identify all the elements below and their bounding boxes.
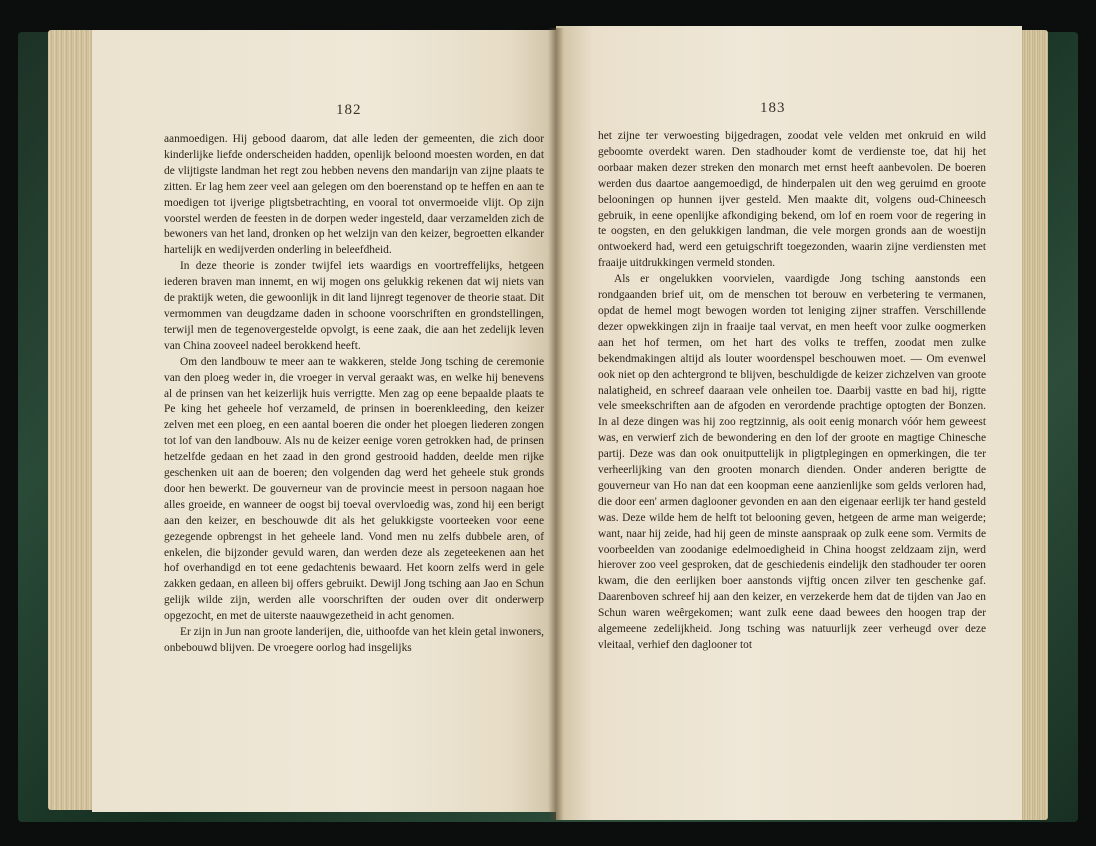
page-edges-right <box>1018 30 1048 820</box>
right-paragraph-2: Als er ongelukken voorvielen, vaardigde Jong tsching aanstonds een rondgaanden brief uit, om de menschen tot berouw en verbetering te vermanen, opdat de hemel mogt bewogen worden tot leniging zijner straffen. Verschillende dezer opwekkingen zijn in fraaije taal vervat, en men heeft voor zulke oogmerken aan het hof termen, om het hart des volks te treffen, zoodat men zulke bekendmakingen altijd als louter woordenspel beschouwen moet. — Om evenwel ook niet op den achtergrond te blijven, beschuldigde de keizer zichzelven van groote nalatigheid, en schreef daaraan vele onheilen toe. Daarbij vastte en bad hij, rigtte vele smeekschriften aan de afgoden en verordende prachtige optogten der Bonzen. In al deze dingen was hij zoo regtzinnig, als ooit eenig monarch vóór hem geweest was, en verwierf zich de bewondering en den lof der groote en magtige Chinesche partij. Deze was dan ook onuitputtelijk in pligtplegingen en opmerkingen, die ter verheerlijking van den grooten monarch dienden. Onder anderen berigtte de gouverneur van Ho nan dat een koopman eene aanzienlijke som gelds verloren had, die door een' armen daglooner gevonden en aan den eigenaar eerlijk ter hand gesteld was. Deze wilde hem de helft tot belooning geven, hetgeen de arme man weigerde; want, naar hij zeide, had hij geen de minste aanspraak op zulk eene som. Vermits de voorbeelden van zoodanige edelmoedigheid in China hoogst zeldzaam zijn, werd hierover zoo veel gesproken, dat de geschiedenis eindelijk den stadhouder ter ooren kwam, die den eerlijken boer aanstonds vijftig oncen zilver ten geschenke gaf. Daarenboven schreef hij aan den keizer, en verzekerde hem dat de tijden van Jao en Schun waren weêrgekomen; want zulk eene daad bewees den hoogen trap der algemeene zedelijkheid. Jong tsching was natuurlijk zeer verheugd over deze vleitaal, verhief den daglooner tot <box>598 273 986 651</box>
left-paragraph-1: aanmoedigen. Hij gebood daarom, dat alle leden der gemeenten, die zich door kinderlijke liefde onderscheiden hadden, openlijk beloond moesten worden, en dat de vlijtigste landman het regt zou hebben nevens den mandarijn van zijne plaats te zitten. Er lag hem zeer veel aan gelegen om den boerenstand op te heffen en aan te moedigen tot ijverige pligtsbetrachting, en vooral tot onvermoeide vlijt. Op zijn voorstel werden de feesten in de dorpen weder ingesteld, daar verzamelden zich de bewoners van het land, dronken op het welzijn van den keizer, begroetten elkander hartelijk en wedijverden onderling in beleefdheid. <box>164 133 544 257</box>
left-page-number: 182 <box>336 102 362 118</box>
book-gutter <box>548 28 564 820</box>
right-page-number: 183 <box>760 100 786 116</box>
page-edges-left <box>48 30 96 810</box>
right-page-body <box>598 129 986 654</box>
left-page-body <box>164 132 544 657</box>
left-paragraph-2: In deze theorie is zonder twijfel iets waardigs en voortreffelijks, hetgeen iederen braven man innemt, en wij mogen ons gelukkig rekenen dat wij niets van de praktijk weten, die gewoonlijk in dit land lijnregt tegenover de theorie staat. Dit vermommen van deugdzame daden in schoone voorschriften en grondstellingen, terwijl men de tegenovergestelde opvolgt, is eene zaak, die aan het zedelijk leven van China zooveel nadeel berokkend heeft. <box>164 260 544 352</box>
left-paragraph-4: Er zijn in Jun nan groote landerijen, die, uithoofde van het klein getal inwoners, onbebouwd blijven. De vroegere oorlog had insgelijks <box>164 626 544 654</box>
left-paragraph-3: Om den landbouw te meer aan te wakkeren, stelde Jong tsching de ceremonie van den ploeg weder in, die vroeger in verval geraakt was, en welke hij benevens al de prinsen van het keizerlijk huis verrigtte. Men zag op eene bepaalde plaats te Pe king het geheele hof verzameld, de prinsen in boerenkleeding, den keizer zelven met een ploeg, en een aantal boeren die onder het ploegen liederen zongen tot lof van den landbouw. Als nu de keizer eenige voren getrokken had, de prinsen hetzelfde gedaan en het zaad in den grond gestrooid hadden, deelde men rijke geschenken uit aan de boeren; den volgenden dag werd het geheele stuk gronds door hen bewerkt. De gouverneur van de provincie meest in persoon nagaan hoe alles groeide, en wanneer de oogst bij toeval overvloedig was, zond hij een berigt aan den keizer, en beschouwde dit als het gelukkigste voorteeken voor eene gezegende opbrengst in het geheele land. Vond men nu zelfs dubbele aren, of enkelen, die bijzonder gevuld waren, dan werden deze als zegeteekenen aan het hof overhandigd en tot eene gedachtenis bewaard. Het koorn zelfs werd in gele zakken gedaan, en alleen bij offers gebruikt. Dewijl Jong tsching aan Jao en Schun gelijk wilde zijn, werden alle voorschriften der ouden over dit onderwerp opgezocht, en met de uiterste naauwgezetheid in acht genomen. <box>164 355 544 623</box>
right-paragraph-1: het zijne ter verwoesting bijgedragen, zoodat vele velden met onkruid en wild geboomte overdekt waren. Den stadhouder komt de verdienste toe, dat hij het oorbaar maken dezer streken den monarch met ernst heeft aanbevolen. De boeren werden dus daartoe aangemoedigd, de hinderpalen uit den weg geruimd en groote belooningen op hunnen ijver gesteld. Men maakte dit, volgens oud-Chineesch gebruik, in eene openlijke afkondiging bekend, om lof en roem voor de regering in te oogsten, en den gelukkigen landman, die vele morgen gronds aan de woestijn ontwoekerd had, werd een getuigschrift toegezonden, waarin zijne verdiensten met fraaije uitdrukkingen vermeld stonden. <box>598 130 986 270</box>
left-page <box>92 30 556 812</box>
right-page <box>556 26 1022 820</box>
